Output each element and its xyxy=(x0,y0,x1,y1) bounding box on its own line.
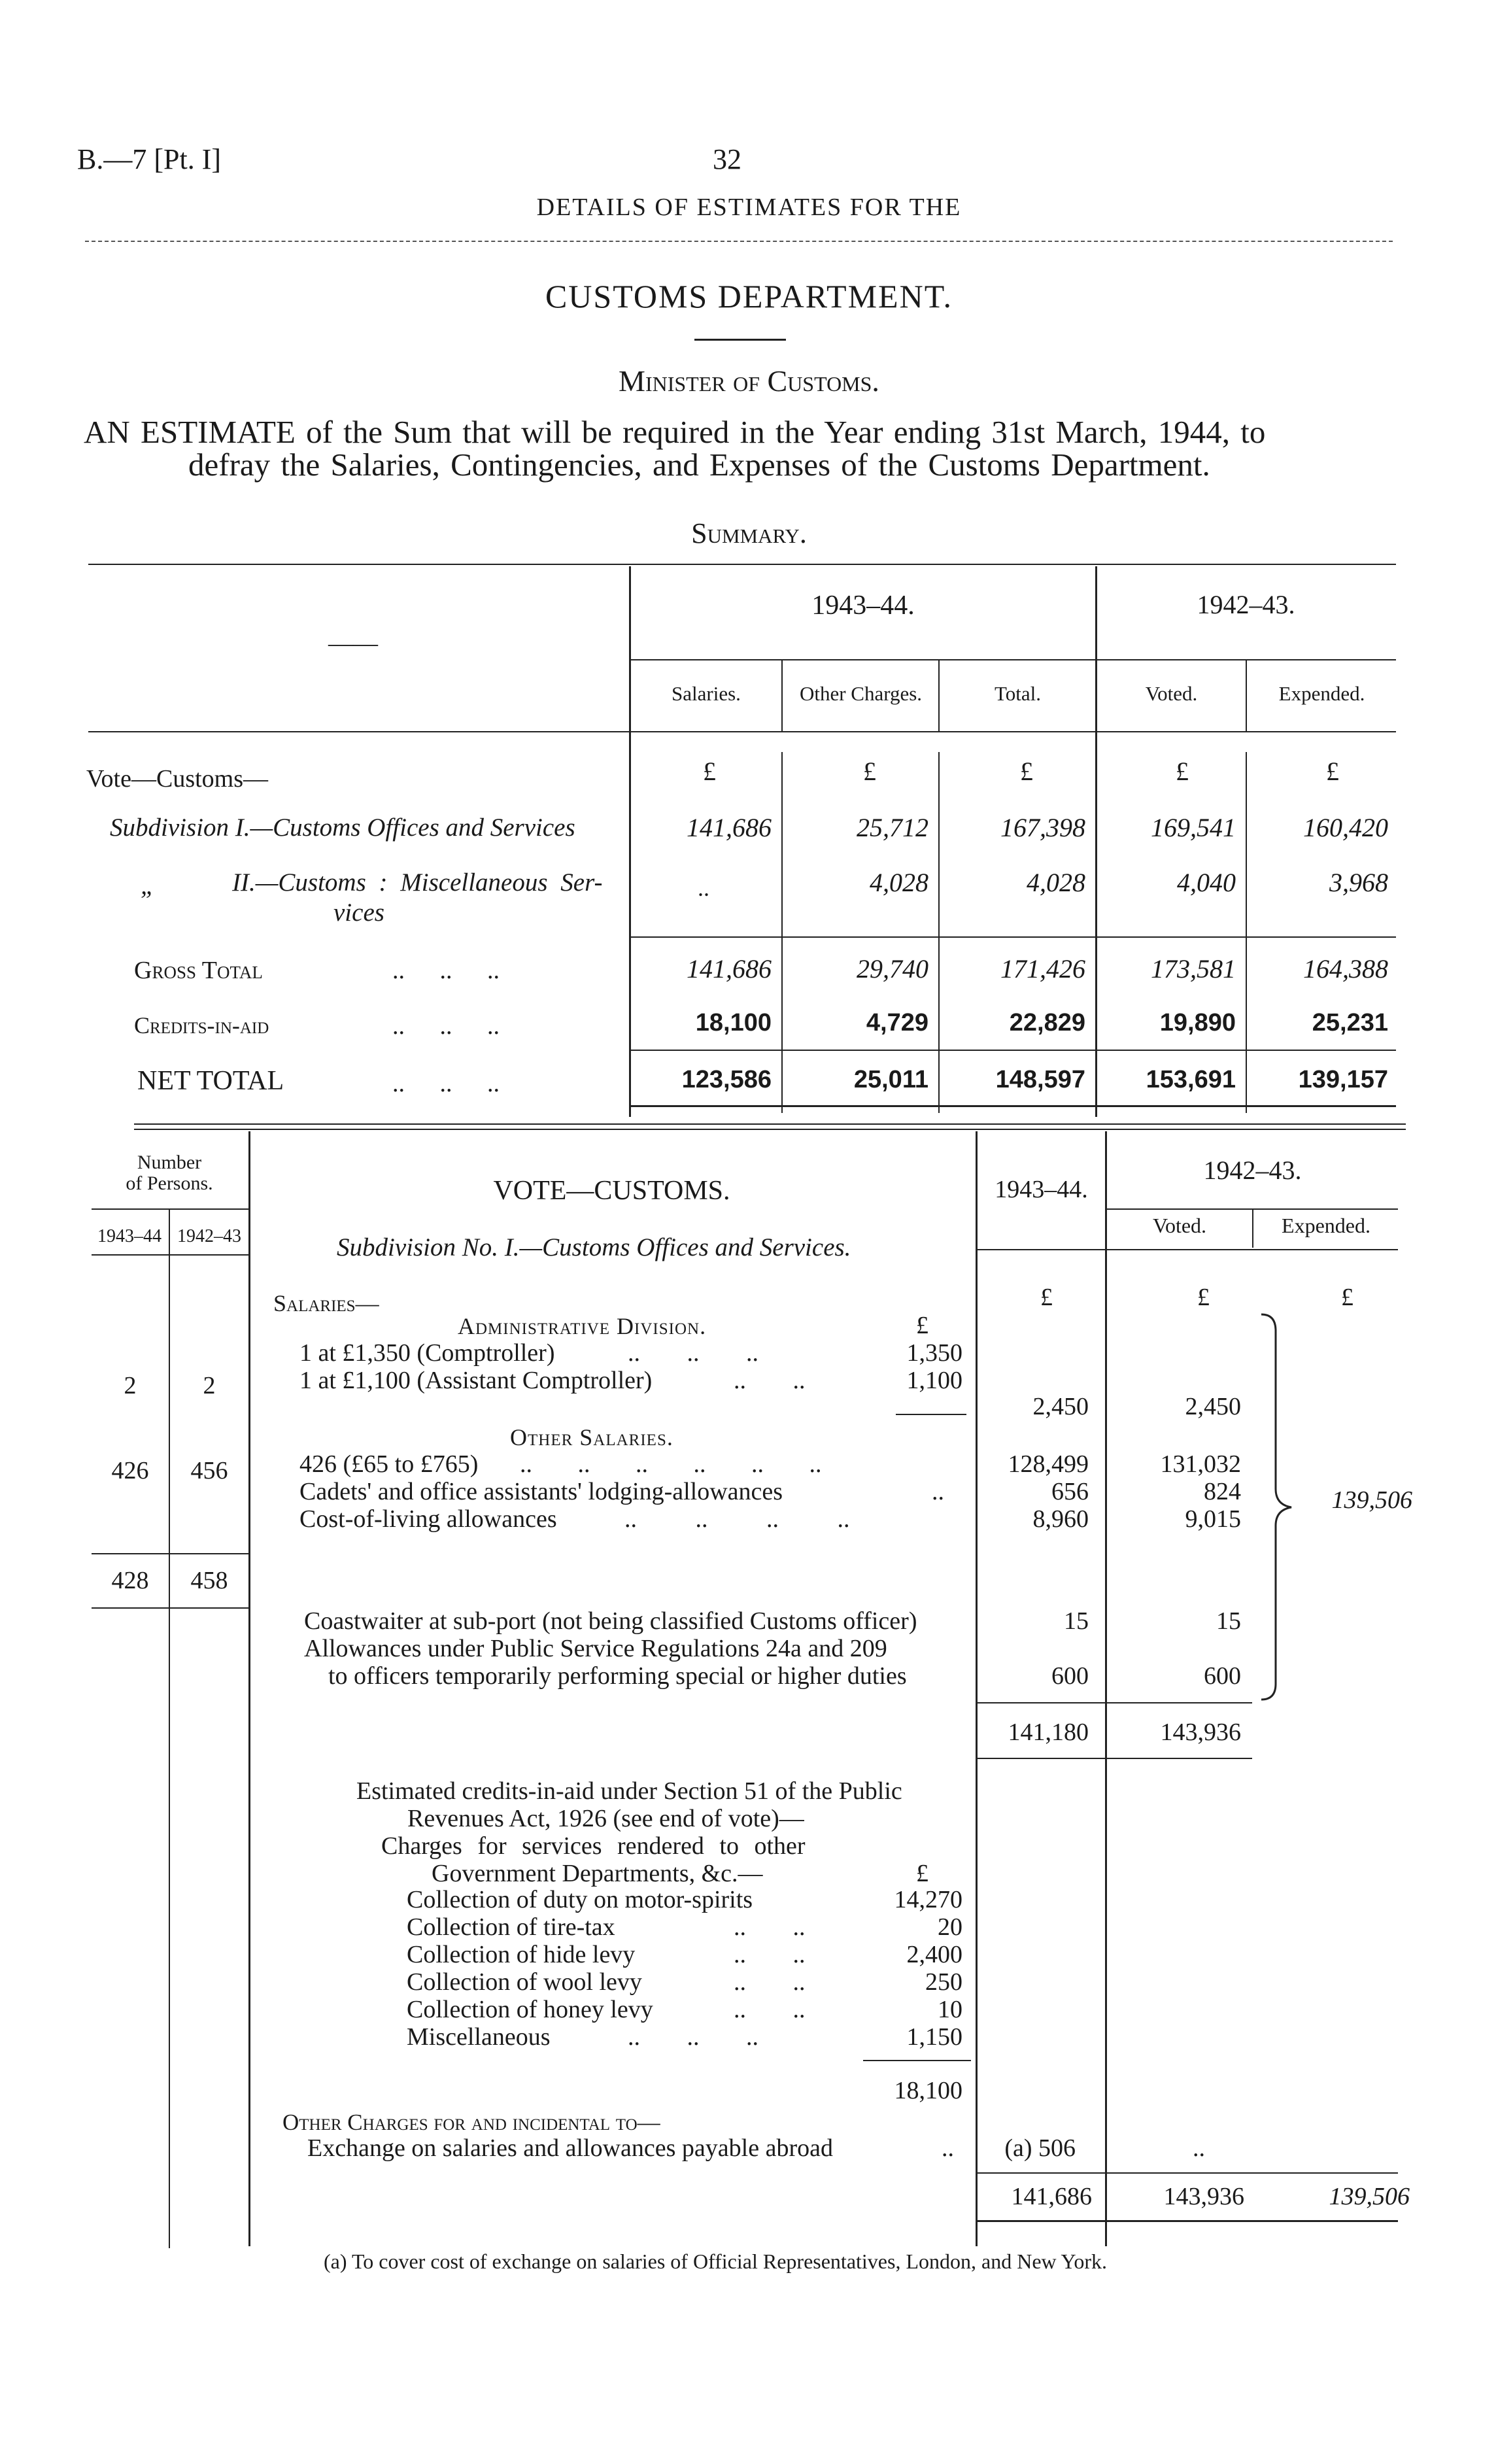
minister-heading: Minister of Customs. xyxy=(619,364,879,398)
credits-heading: Government Departments, &c.— xyxy=(432,1860,763,1887)
credit-item-amount: 10 xyxy=(938,1996,962,2023)
credit-item-label: Collection of tire-tax xyxy=(407,1913,615,1941)
detail-col-voted: Voted. xyxy=(1152,1214,1207,1237)
summary-currency: £ xyxy=(1020,757,1033,786)
page-subtitle: DETAILS OF ESTIMATES FOR THE xyxy=(536,194,962,221)
persons-total: 458 xyxy=(190,1567,228,1594)
other-row-current: 128,499 xyxy=(1008,1450,1089,1478)
other-row-label: 426 (£65 to £765) xyxy=(299,1450,479,1478)
persons-total: 428 xyxy=(111,1567,149,1594)
detail-col-rule xyxy=(1252,1208,1253,1248)
persons-count: 2 xyxy=(124,1372,137,1399)
expended-bracket-total: 139,506 xyxy=(1331,1486,1412,1514)
credit-item-label: Collection of honey levy xyxy=(407,1996,653,2023)
summary-col-rule xyxy=(938,660,940,731)
grand-total-expended: 139,506 xyxy=(1329,2183,1410,2210)
credit-item-amount: 20 xyxy=(938,1913,962,1941)
leader-dots: .. xyxy=(932,1478,944,1505)
header-rule xyxy=(85,241,1393,242)
title-rule xyxy=(694,339,786,341)
leader-dots: .. .. .. xyxy=(628,1339,758,1367)
persons-rule xyxy=(92,1208,248,1210)
coastwaiter-current: 15 xyxy=(1064,1607,1089,1635)
summary-title: Summary. xyxy=(691,517,807,549)
admin-total-voted: 2,450 xyxy=(1185,1393,1241,1420)
allowances-label: Allowances under Public Service Regulations 24a and 209 xyxy=(304,1635,887,1662)
subtotal-rule xyxy=(978,1702,1252,1703)
allowances-voted: 600 xyxy=(1204,1662,1241,1690)
admin-division-heading: Administrative Division. xyxy=(458,1313,707,1339)
persons-col-1942: 1942–43 xyxy=(177,1226,241,1246)
summary-cell: 22,829 xyxy=(1009,1009,1085,1036)
credit-item-label: Collection of duty on motor-spirits xyxy=(407,1886,753,1913)
other-salaries-heading: Other Salaries. xyxy=(510,1424,673,1450)
allowances-current: 600 xyxy=(1051,1662,1089,1690)
expended-brace-icon xyxy=(1259,1311,1304,1703)
leader-dots: .. .. xyxy=(734,1968,806,1996)
detail-header-rule xyxy=(978,1249,1398,1250)
exchange-label: Exchange on salaries and allowances payable abroad xyxy=(307,2134,833,2162)
persons-count: 456 xyxy=(190,1457,228,1484)
exchange-current: (a) 506 xyxy=(1004,2134,1076,2162)
persons-col-rule xyxy=(169,1208,170,2248)
leader-dots: .. .. .. .. .. .. xyxy=(520,1450,822,1478)
persons-rule xyxy=(92,1553,248,1554)
other-charges-heading: Other Charges for and incidental to— xyxy=(282,2110,660,2135)
credit-item-label: Collection of hide levy xyxy=(407,1941,636,1968)
detail-currency: £ xyxy=(1197,1284,1210,1311)
allowances-label: to officers temporarily performing special or higher duties xyxy=(328,1662,907,1690)
credits-total: 18,100 xyxy=(894,2077,962,2104)
leader-dots: .. xyxy=(942,2134,954,2162)
summary-rule xyxy=(631,1105,1396,1107)
summary-currency: £ xyxy=(863,757,876,786)
summary-col-rule xyxy=(1246,752,1247,1113)
other-row-voted: 824 xyxy=(1204,1478,1241,1505)
summary-cell: 123,586 xyxy=(681,1066,772,1093)
credits-heading: Charges for services rendered to other xyxy=(381,1832,806,1860)
detail-stub-rule xyxy=(248,1131,250,2246)
summary-cell: 25,231 xyxy=(1312,1009,1388,1036)
summary-cell: 4,028 xyxy=(1027,868,1085,897)
summary-cell: .. xyxy=(698,875,709,901)
detail-currency: £ xyxy=(1040,1284,1053,1311)
detail-col-expended: Expended. xyxy=(1282,1214,1370,1237)
summary-cell: 164,388 xyxy=(1303,954,1388,984)
other-row-voted: 9,015 xyxy=(1185,1505,1241,1533)
summary-row-label: Subdivision I.—Customs Offices and Services xyxy=(110,813,575,842)
summary-ditto-mark: „ xyxy=(141,872,155,900)
other-row-label: Cadets' and office assistants' lodging-allowances xyxy=(299,1478,783,1505)
subtotal-current: 141,180 xyxy=(1008,1719,1089,1746)
credit-item-amount: 1,150 xyxy=(906,2023,962,2051)
other-row-current: 656 xyxy=(1051,1478,1089,1505)
admin-row-label: 1 at £1,100 (Assistant Comptroller) xyxy=(299,1367,653,1394)
credit-item-amount: 14,270 xyxy=(894,1886,962,1913)
summary-cell: 29,740 xyxy=(857,954,928,984)
credit-item-amount: 2,400 xyxy=(906,1941,962,1968)
salaries-heading: Salaries— xyxy=(273,1290,379,1316)
summary-year-previous: 1942–43. xyxy=(1197,590,1295,619)
coastwaiter-label: Coastwaiter at sub-port (not being classified Customs officer) xyxy=(304,1607,917,1635)
summary-row-label: NET TOTAL xyxy=(137,1066,284,1096)
summary-col-total: Total. xyxy=(994,682,1041,705)
summary-vote-label: Vote—Customs— xyxy=(86,765,269,793)
leader-dots: .. .. xyxy=(734,1913,806,1941)
summary-stub-dash: —— xyxy=(328,630,378,657)
admin-row-amount: 1,100 xyxy=(906,1367,962,1394)
detail-currency: £ xyxy=(916,1312,928,1339)
summary-cell: 25,712 xyxy=(857,813,928,842)
subtotal-voted: 143,936 xyxy=(1160,1719,1241,1746)
persons-count: 426 xyxy=(111,1457,149,1484)
section-double-rule xyxy=(134,1129,1406,1130)
summary-cell: 4,028 xyxy=(870,868,928,897)
persons-rule xyxy=(92,1254,248,1256)
admin-subtotal-rule xyxy=(896,1414,966,1415)
summary-cell: 171,426 xyxy=(1000,954,1085,984)
summary-cell: 160,420 xyxy=(1303,813,1388,842)
detail-currency: £ xyxy=(916,1860,928,1887)
summary-cell: 18,100 xyxy=(695,1009,772,1036)
summary-cell: 139,157 xyxy=(1298,1066,1388,1093)
detail-col-rule xyxy=(976,1131,978,2246)
summary-cell: 173,581 xyxy=(1151,954,1236,984)
summary-col-rule xyxy=(781,660,783,731)
summary-cell: 25,011 xyxy=(853,1066,928,1093)
grand-total-voted: 143,936 xyxy=(1163,2183,1244,2210)
estimate-line-1: AN ESTIMATE of the Sum that will be required in the Year ending 31st March, 1944, to xyxy=(84,414,1266,450)
page-number: 32 xyxy=(713,143,741,175)
detail-year-current: 1943–44. xyxy=(995,1176,1088,1203)
leader-dots: .. .. .. xyxy=(628,2023,758,2051)
summary-rule xyxy=(631,936,1396,938)
credit-item-label: Miscellaneous xyxy=(407,2023,551,2051)
vote-title: VOTE—CUSTOMS. xyxy=(493,1176,730,1206)
leader-dots: .. .. xyxy=(734,1367,806,1394)
detail-year-previous: 1942–43. xyxy=(1203,1155,1302,1185)
exchange-voted: .. xyxy=(1193,2134,1205,2162)
detail-col-rule xyxy=(1105,1131,1107,2246)
summary-cell: 4,729 xyxy=(866,1009,928,1036)
summary-cell: 141,686 xyxy=(687,813,772,842)
admin-total-current: 2,450 xyxy=(1032,1393,1089,1420)
summary-cell: 153,691 xyxy=(1146,1066,1236,1093)
grand-total-rule xyxy=(978,2220,1398,2222)
persons-count: 2 xyxy=(203,1372,216,1399)
grand-total-current: 141,686 xyxy=(1011,2183,1092,2210)
persons-col-1943: 1943–44 xyxy=(97,1226,162,1246)
leader-dots: .. .. .. xyxy=(392,957,500,984)
summary-col-salaries: Salaries. xyxy=(672,682,741,705)
summary-col-voted: Voted. xyxy=(1145,682,1198,705)
summary-currency: £ xyxy=(1176,757,1189,786)
leader-dots: .. .. .. xyxy=(392,1070,500,1097)
credits-heading: Revenues Act, 1926 (see end of vote)— xyxy=(407,1805,804,1832)
summary-col-other: Other Charges. xyxy=(799,682,923,705)
summary-row-label: Gross Total xyxy=(134,957,263,984)
summary-year-rule-h xyxy=(631,659,1396,660)
summary-col-rule xyxy=(1246,660,1247,731)
summary-cell: 3,968 xyxy=(1329,868,1388,897)
detail-rule xyxy=(1107,1208,1398,1210)
persons-rule xyxy=(92,1607,248,1609)
grand-total-rule xyxy=(978,2172,1398,2174)
subdivision-title: Subdivision No. I.—Customs Offices and Services. xyxy=(337,1233,851,1261)
department-title: CUSTOMS DEPARTMENT. xyxy=(545,278,953,315)
summary-cell: 167,398 xyxy=(1000,813,1085,842)
leader-dots: .. .. .. .. xyxy=(624,1505,850,1533)
admin-row-label: 1 at £1,350 (Comptroller) xyxy=(299,1339,555,1367)
summary-col-rule xyxy=(781,752,783,1113)
summary-row-label: II.—Customs : Miscellaneous Ser- xyxy=(232,868,603,897)
summary-cell: 4,040 xyxy=(1177,868,1236,897)
summary-top-rule xyxy=(88,564,1396,565)
other-row-current: 8,960 xyxy=(1032,1505,1089,1533)
summary-row-label-cont: vices xyxy=(333,898,384,927)
other-row-voted: 131,032 xyxy=(1160,1450,1241,1478)
section-double-rule xyxy=(134,1123,1406,1125)
detail-currency: £ xyxy=(1341,1284,1353,1311)
summary-currency: £ xyxy=(703,757,716,786)
persons-header: Number xyxy=(137,1152,202,1173)
summary-cell: 169,541 xyxy=(1151,813,1236,842)
summary-rule xyxy=(631,1050,1396,1051)
summary-cell: 19,890 xyxy=(1159,1009,1236,1036)
estimate-line-2: defray the Salaries, Contingencies, and Expenses of the Customs Department. xyxy=(188,447,1210,483)
subtotal-rule xyxy=(978,1758,1252,1759)
credit-item-amount: 250 xyxy=(925,1968,962,1996)
admin-row-amount: 1,350 xyxy=(906,1339,962,1367)
document-reference: B.—7 [Pt. I] xyxy=(77,143,221,175)
summary-year-current: 1943–44. xyxy=(811,590,915,621)
coastwaiter-voted: 15 xyxy=(1216,1607,1241,1635)
summary-row-label: Credits-in-aid xyxy=(134,1012,269,1038)
credit-item-label: Collection of wool levy xyxy=(407,1968,642,1996)
credits-total-rule xyxy=(863,2060,971,2061)
summary-header-rule xyxy=(88,731,1396,732)
credits-heading: Estimated credits-in-aid under Section 51 of the Public xyxy=(356,1777,902,1805)
footnote: (a) To cover cost of exchange on salaries of Official Representatives, London, and New York. xyxy=(324,2250,1107,2273)
summary-currency: £ xyxy=(1326,757,1339,786)
summary-cell: 141,686 xyxy=(687,954,772,984)
persons-header: of Persons. xyxy=(126,1172,213,1194)
leader-dots: .. .. xyxy=(734,1941,806,1968)
summary-col-rule xyxy=(938,752,940,1113)
leader-dots: .. .. xyxy=(734,1996,806,2023)
summary-cell: 148,597 xyxy=(995,1066,1085,1093)
leader-dots: .. .. .. xyxy=(392,1012,500,1040)
summary-col-expended: Expended. xyxy=(1278,682,1365,705)
other-row-label: Cost-of-living allowances xyxy=(299,1505,557,1533)
